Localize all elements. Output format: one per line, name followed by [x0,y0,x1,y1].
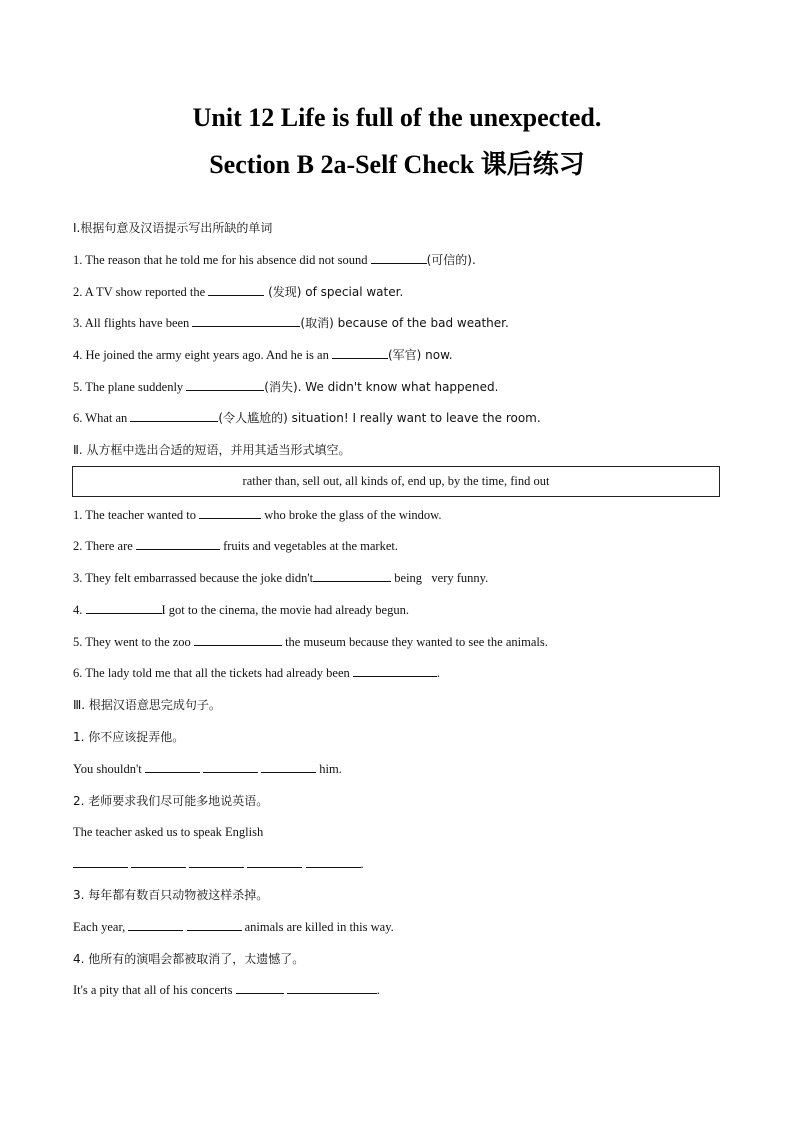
s1-item-2-hint: (发现) of special water. [264,285,404,299]
s3-q3-english [73,919,394,935]
section-1-heading: Ⅰ.根据句意及汉语提示写出所缺的单词 [73,221,273,235]
answer-blank[interactable] [131,856,186,868]
answer-blank[interactable] [186,379,264,391]
answer-blank[interactable] [287,982,377,994]
s2-item-5-rest: the museum because they wanted to see the animals. [281,635,548,649]
phrase-box-text: rather than, sell out, all kinds of, end up, by the time, find out [242,474,550,488]
s2-item-6-rest: . [436,666,441,680]
s2-item-3 [73,570,488,586]
s3-q4-chinese: 4. 他所有的演唱会都被取消了，太遗憾了。 [73,952,305,966]
s2-item-4-rest: I got to the cinema, the movie had already begun. [161,603,409,617]
s3-q3-text: Each year, [73,920,129,934]
answer-blank[interactable] [73,856,128,868]
s3-q2-blanks [73,856,364,872]
s2-item-1 [73,507,442,523]
answer-blank[interactable] [371,252,427,264]
s2-item-5-text: 5. They went to the zoo [73,635,194,649]
title-line-2: Section B 2a-Self Check 课后练习 [209,150,585,179]
s1-item-1-text: 1. The reason that he told me for his absence did not sound [73,253,371,267]
answer-blank[interactable] [86,602,162,614]
s2-item-1-text: 1. The teacher wanted to [73,508,200,522]
s3-q1-text: You shouldn't [73,762,145,776]
answer-blank[interactable] [128,919,183,931]
s1-item-1-hint: (可信的). [426,253,476,267]
s3-q1-rest: him. [316,762,342,776]
answer-blank[interactable] [247,856,302,868]
s1-item-6 [73,410,541,426]
answer-blank[interactable] [189,856,244,868]
s1-item-5-text: 5. The plane suddenly [73,380,187,394]
answer-blank[interactable] [306,856,361,868]
s2-item-1-rest: who broke the glass of the window. [261,508,442,522]
s1-item-4-text: 4. He joined the army eight years ago. And he is an [73,348,332,362]
s3-q2-chinese: 2. 老师要求我们尽可能多地说英语。 [73,794,269,808]
s1-item-4-hint: (军官) now. [387,348,453,362]
answer-blank[interactable] [199,507,261,519]
s2-item-3-text: 3. They felt embarrassed because the joke didn't [73,571,314,585]
s3-q1-chinese: 1. 你不应该捉弄他。 [73,730,185,744]
s1-item-5-hint: (消失). We didn't know what happened. [264,380,499,394]
section-3-heading: Ⅲ. 根据汉语意思完成句子。 [73,698,221,712]
s2-item-4-text: 4. [73,603,86,617]
s2-item-2-rest: fruits and vegetables at the market. [219,539,398,553]
answer-blank[interactable] [236,982,284,994]
answer-blank[interactable] [145,761,200,773]
s3-q4-english [73,982,380,998]
s1-item-5 [73,379,498,395]
title-line-1: Unit 12 Life is full of the unexpected. [192,103,602,132]
s2-item-6 [73,665,440,681]
answer-blank[interactable] [203,761,258,773]
answer-blank[interactable] [332,347,388,359]
s3-q2-rest: . [360,857,364,871]
s3-q4-rest: . [376,983,380,997]
s3-q3-rest: animals are killed in this way. [241,920,394,934]
s1-item-3-hint: (取消) because of the bad weather. [300,316,509,330]
s2-item-2-text: 2. There are [73,539,136,553]
answer-blank[interactable] [261,761,316,773]
s3-q2-english: The teacher asked us to speak English [73,825,264,839]
s1-item-1 [73,252,476,268]
s1-item-4 [73,347,453,363]
s3-q4-text: It's a pity that all of his concerts [73,983,236,997]
s1-item-6-hint: (令人尴尬的) situation! I really want to leave the room. [218,411,541,425]
s1-item-3-text: 3. All flights have been [73,316,193,330]
answer-blank[interactable] [353,665,437,677]
s2-item-5 [73,634,548,650]
s3-q1-english [73,761,342,777]
s2-item-6-text: 6. The lady told me that all the tickets had already been [73,666,353,680]
answer-blank[interactable] [208,284,264,296]
s1-item-2 [73,284,403,300]
answer-blank[interactable] [194,634,282,646]
s2-item-4 [73,602,409,618]
answer-blank[interactable] [187,919,242,931]
answer-blank[interactable] [130,410,218,422]
section-2-heading: Ⅱ. 从方框中选出合适的短语，并用其适当形式填空。 [73,443,351,457]
s1-item-6-text: 6. What an [73,411,131,425]
s3-q3-chinese: 3. 每年都有数百只动物被这样杀掉。 [73,888,269,902]
s1-item-2-text: 2. A TV show reported the [73,285,209,299]
s1-item-3 [73,315,509,331]
answer-blank[interactable] [192,315,300,327]
answer-blank[interactable] [313,570,391,582]
s2-item-2 [73,538,398,554]
answer-blank[interactable] [136,538,220,550]
phrase-box [72,466,720,497]
s2-item-3-rest: being very funny. [391,571,489,585]
